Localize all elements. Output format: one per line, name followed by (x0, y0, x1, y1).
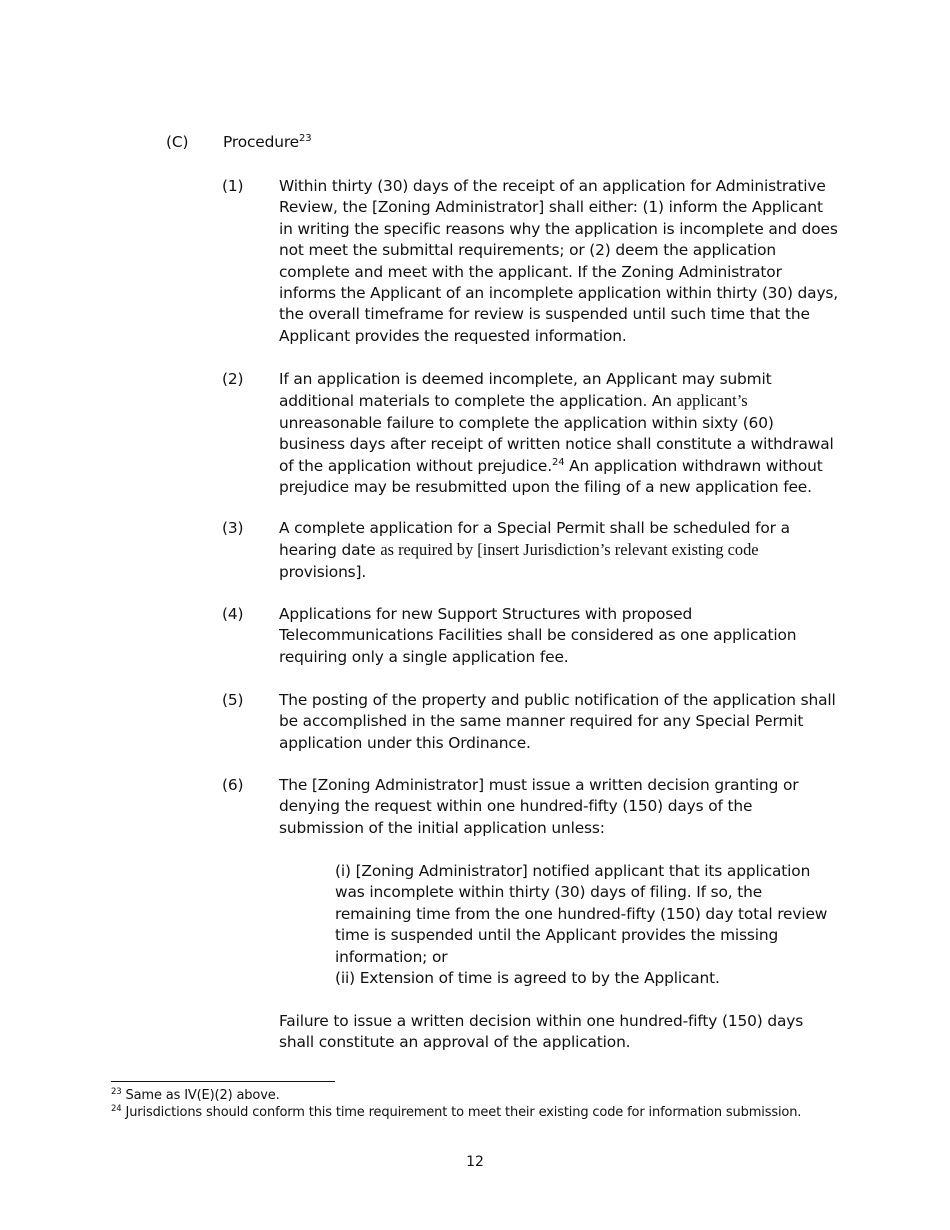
item-3-text-serif: as required by [insert Jurisdiction’s relevant existing code (380, 540, 759, 560)
item-2-text-b: unreasonable failure to complete the application within sixty (60) business days after receipt of written notice shall constitute a withdrawal of the application without prejudice. (279, 413, 834, 475)
item-3-label: (3) (222, 519, 244, 537)
item-2-text-serif: applicant’s (676, 391, 748, 411)
footnote-ref-24[interactable]: 24 (552, 456, 565, 468)
item-2-text-c: An application withdrawn without prejudice may be resubmitted upon the filing of a new application fee. (279, 456, 823, 497)
footnote-separator (111, 1081, 335, 1082)
item-4-label: (4) (222, 605, 244, 623)
footnote-23-text: Same as IV(E)(2) above. (125, 1088, 280, 1103)
footnote-23 (111, 1087, 280, 1104)
footnote-ref-23[interactable]: 23 (298, 133, 312, 144)
footnote-24-number: 24 (111, 1104, 122, 1114)
page-number: 12 (466, 1154, 484, 1170)
section-label: (C) (166, 133, 189, 151)
item-3-text-a: A complete application for a Special Permit shall be scheduled for a hearing date (279, 519, 790, 560)
item-2-label: (2) (222, 370, 244, 388)
footnote-23-number: 23 (111, 1087, 122, 1097)
item-4-text: Applications for new Support Structures with proposed Telecommunications Facilities shall be considered as one application requiring only a single application fee. (279, 605, 797, 666)
item-5-text: The posting of the property and public notification of the application shall be accomplished in the same manner required for any Special Permit application under this Ordinance. (279, 691, 836, 752)
section-heading (223, 132, 311, 153)
item-1-text: Within thirty (30) days of the receipt of an application for Administrative Review, the [Zoning Administrator] shall either: (1) inform the Applicant in writing the specific reasons why the application is incomplete and does not meet the submittal requirements; or (2) deem the application complete and meet with the applicant. If the Zoning Administrator informs the Applicant of an incomplete application within thirty (30) days, the overall timeframe for review is suspended until such time that the Applicant provides the requested information. (279, 177, 839, 345)
closing-paragraph: Failure to issue a written decision within one hundred-fifty (150) days shall constitute an approval of the application. (279, 1012, 804, 1052)
item-3-text (279, 518, 841, 583)
item-6-text: The [Zoning Administrator] must issue a written decision granting or denying the request within one hundred-fifty (150) days of the submission of the initial application unless: (279, 776, 799, 837)
item-6-label: (6) (222, 776, 244, 794)
subitem-ii: (ii) Extension of time is agreed to by the Applicant. (335, 969, 720, 987)
item-2-text (279, 369, 841, 498)
item-1-label: (1) (222, 177, 244, 195)
section-title: Procedure (223, 133, 299, 151)
item-3-text-b: provisions]. (279, 562, 367, 581)
item-5-label: (5) (222, 691, 244, 709)
footnote-24 (111, 1104, 801, 1121)
footnote-24-text: Jurisdictions should conform this time requirement to meet their existing code for information submission. (125, 1105, 802, 1120)
item-2-text-a: If an application is deemed incomplete, an Applicant may submit additional materials to complete the application. An (279, 370, 772, 411)
subitem-i: (i) [Zoning Administrator] notified applicant that its application was incomplete within thirty (30) days of filing. If so, the remaining time from the one hundred-fifty (150) day total review time is suspended until the Applicant provides the missing information; or (335, 862, 828, 966)
